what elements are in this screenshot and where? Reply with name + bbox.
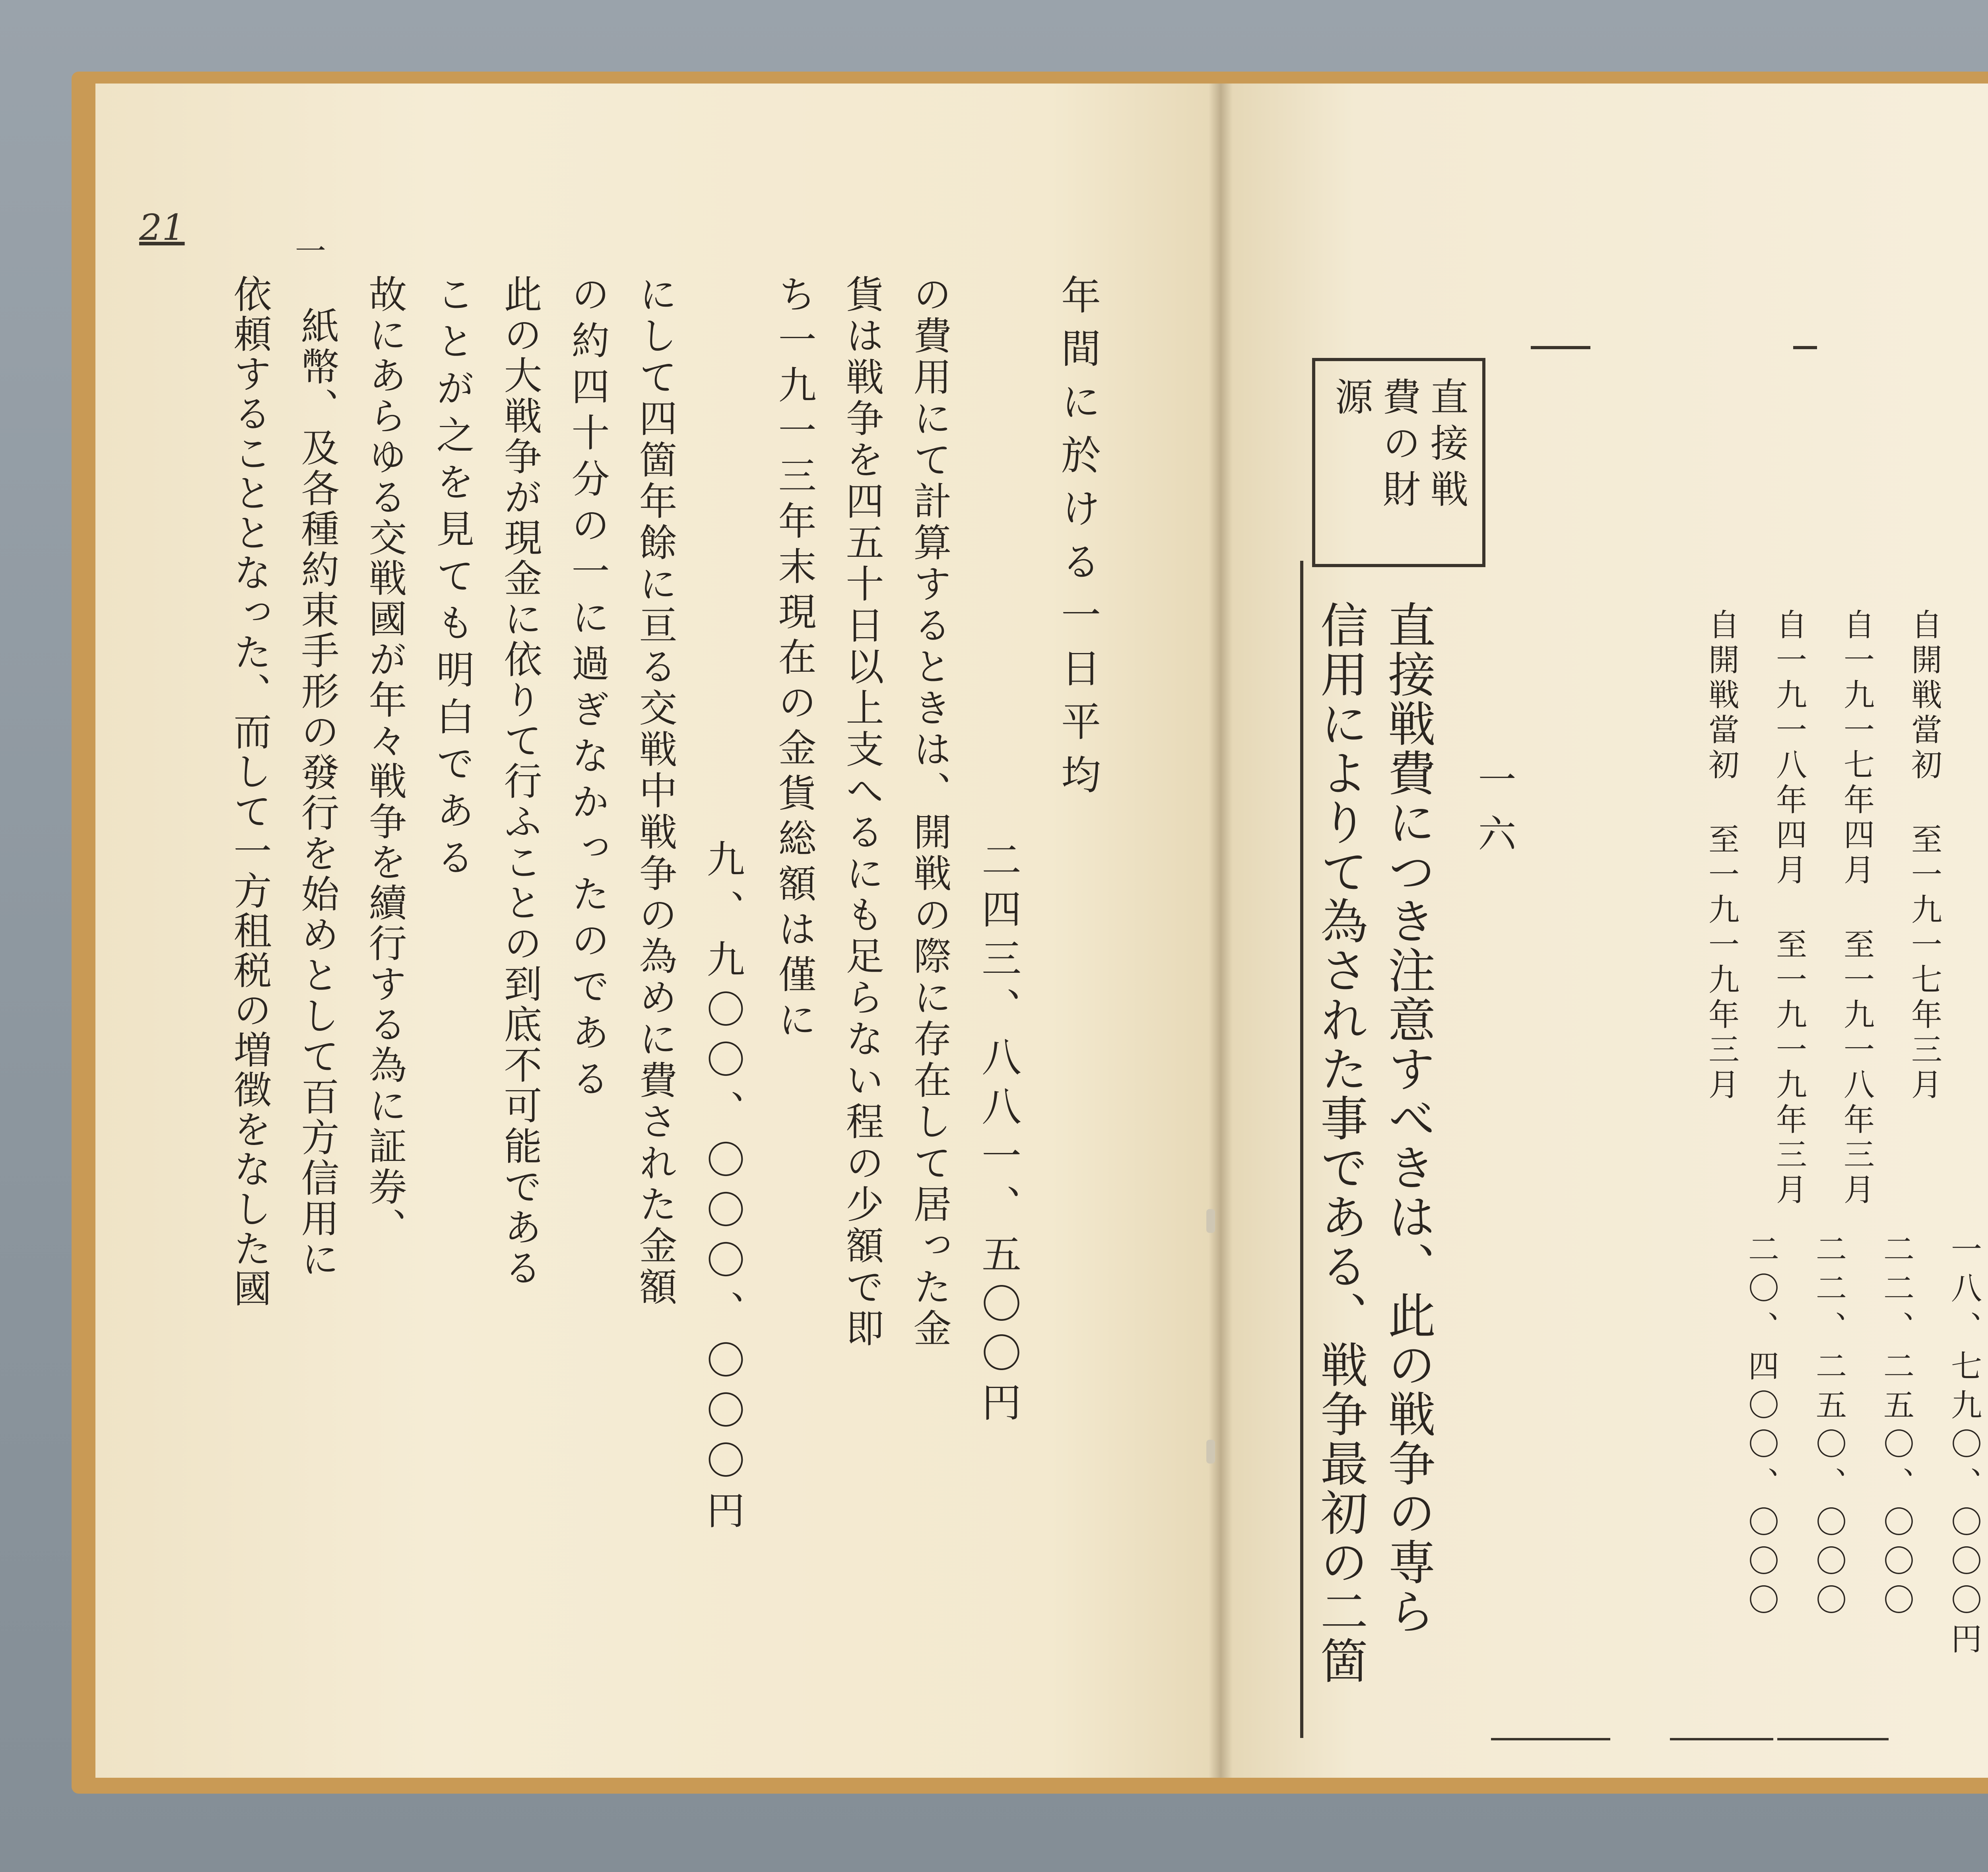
rule <box>1777 1738 1889 1740</box>
amount-1: 一八、七九〇、〇〇〇円 <box>1946 1233 1982 1662</box>
text-column-8: の約四十分の一に過ぎなかったのである <box>565 274 610 1105</box>
amount-4: 二〇、四〇〇、〇〇〇 <box>1743 1233 1779 1623</box>
text-column-3: の費用にて計算するときは、開戦の際に存在して居った金 <box>907 274 952 1350</box>
staple <box>1206 1209 1215 1233</box>
section-16-line-1: 直接戦費につき注意すべきは、此の戦争の専ら <box>1380 601 1435 1636</box>
text-column-12: 紙幣、及各種約束手形の發行を始めとして百方信用に <box>295 306 340 1280</box>
section-16-number: 一六 <box>1472 760 1516 868</box>
section-marker: 一 <box>290 235 326 271</box>
amount-2: 二二、二五〇、〇〇〇 <box>1878 1233 1914 1623</box>
period-2: 自一九一七年四月 至一九一八年三月 <box>1839 608 1874 1208</box>
rule <box>1531 346 1590 349</box>
text-column-13: 依頼することとなった、而して一方租税の増徴をなした國 <box>227 274 272 1308</box>
text-column-1: 年間に於ける一日平均 <box>1054 274 1101 807</box>
staple <box>1206 1440 1215 1464</box>
text-column-10: ことが之を見ても明白である <box>430 274 475 884</box>
text-column-2: 二四三、八八一、五〇〇円 <box>975 839 1021 1431</box>
rule <box>1491 1738 1610 1740</box>
period-3: 自一九一八年四月 至一九一九年三月 <box>1771 608 1807 1208</box>
rule <box>1793 346 1817 349</box>
page-number: 21 <box>139 207 185 249</box>
text-column-5: ち一九一三年末現在の金貨総額は僅に <box>772 274 817 1045</box>
text-column-4: 貨は戦争を四五十日以上支へるにも足らない程の少額で即 <box>840 274 884 1350</box>
amount-3: 二二、二五〇、〇〇〇 <box>1811 1233 1846 1623</box>
period-4: 自開戦當初 至一九一九年三月 <box>1703 608 1739 1103</box>
gutter <box>1209 84 1233 1778</box>
text-column-7: にして四箇年餘に亘る交戦中戦争の為めに費された金額 <box>633 274 678 1308</box>
rule <box>1670 1738 1773 1740</box>
section-16-line-2: 信用によりて為された事である、戦争最初の二箇 <box>1312 601 1368 1685</box>
right-page <box>1221 84 1988 1778</box>
margin-rule <box>1300 561 1303 1738</box>
text-column-9: 此の大戦争が現金に依りて行ふことの到底不可能である <box>498 274 542 1289</box>
text-column-6: 九、九〇〇、〇〇〇、〇〇〇円 <box>701 839 745 1541</box>
left-page <box>95 84 1221 1778</box>
heading-box-left: 直接戦費の財源 <box>1312 358 1485 567</box>
period-1: 自開戦當初 至一九一七年三月 <box>1906 608 1942 1103</box>
text-column-11: 故にあらゆる交戦國が年々戦争を續行する為に証券、 <box>363 274 407 1248</box>
